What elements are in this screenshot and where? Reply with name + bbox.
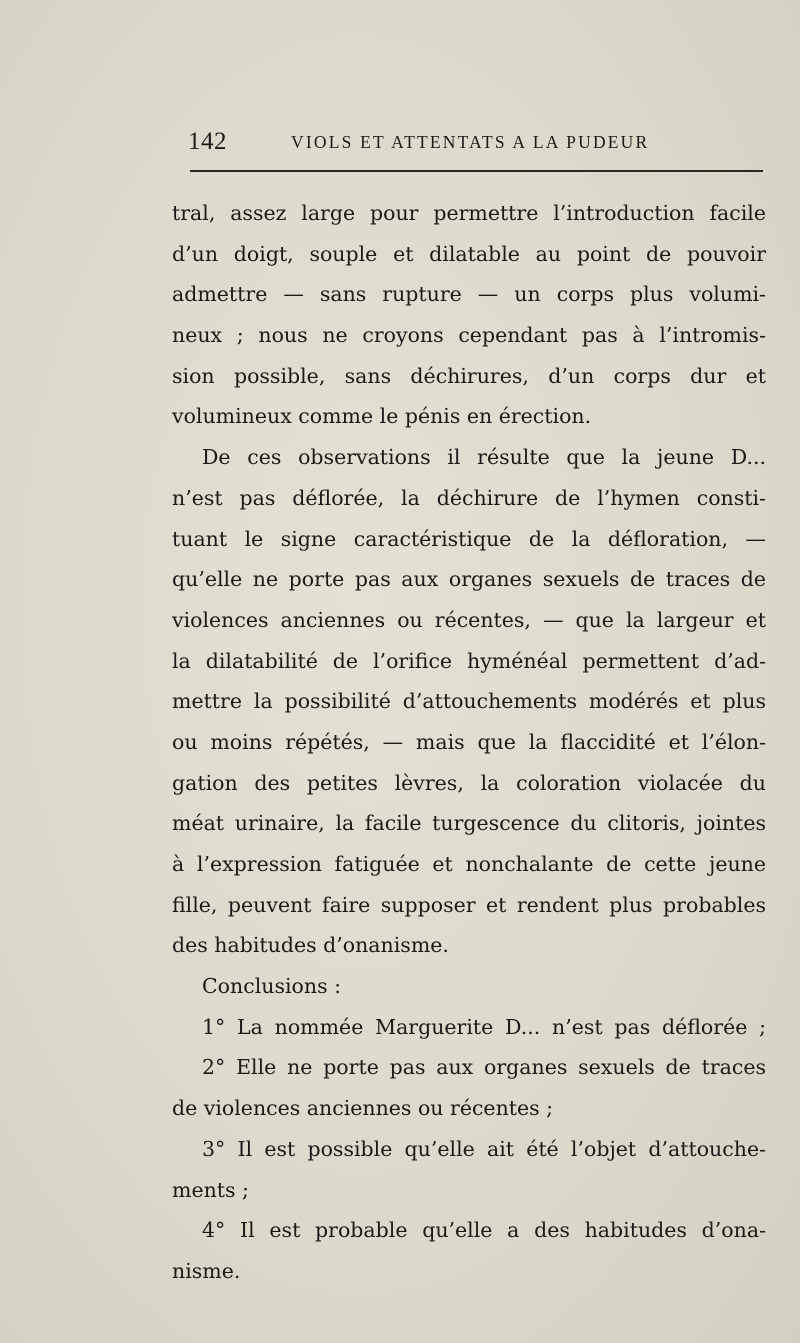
body-text xyxy=(172,193,766,1292)
text-line: 4° Il est probable qu’elle a des habitudes d’ona- xyxy=(202,1218,766,1243)
text-line: sion possible, sans déchirures, d’un corps dur et xyxy=(172,363,766,388)
text-line: à l’expression fatiguée et nonchalante de cette jeune xyxy=(172,852,766,876)
text-line: 3° Il est possible qu’elle ait été l’objet d’attouche- xyxy=(202,1136,766,1161)
text-line: mettre la possibilité d’attouchements modérés et plus xyxy=(172,689,766,714)
text-line: neux ; nous ne croyons cependant pas à l’intromis- xyxy=(172,323,766,348)
header-rule xyxy=(190,170,763,172)
text-line: 1° La nommée Marguerite D... n’est pas déflorée ; xyxy=(202,1014,766,1039)
text-line: ments ; xyxy=(172,1177,249,1202)
text-line: nisme. xyxy=(172,1258,241,1283)
text-line: n’est pas déflorée, la déchirure de l’hymen consti- xyxy=(172,485,766,510)
text-line: Conclusions : xyxy=(202,974,342,999)
text-line: tral, assez large pour permettre l’introduction facile xyxy=(172,201,766,225)
page-number: 142 xyxy=(188,128,227,155)
text-line: tuant le signe caractéristique de la défloration, — xyxy=(172,526,766,551)
text-line: fille, peuvent faire supposer et rendent plus probables xyxy=(172,892,766,917)
running-title: VIOLS ET ATTENTATS A LA PUDEUR xyxy=(291,132,650,152)
text-line: admettre — sans rupture — un corps plus volumi- xyxy=(172,282,766,307)
text-line: des habitudes d’onanisme. xyxy=(172,933,449,958)
text-line: la dilatabilité de l’orifice hyménéal permettent d’ad- xyxy=(172,648,766,673)
text-line: De ces observations il résulte que la jeune D... xyxy=(202,445,766,470)
text-line: violences anciennes ou récentes, — que la largeur et xyxy=(172,607,766,632)
text-line: 2° Elle ne porte pas aux organes sexuels de traces xyxy=(202,1055,766,1080)
page-header xyxy=(188,128,763,168)
text-line: gation des petites lèvres, la coloration violacée du xyxy=(172,770,766,795)
text-line: ou moins répétés, — mais que la flaccidité et l’élon- xyxy=(172,729,766,754)
text-line: volumineux comme le pénis en érection. xyxy=(172,404,592,429)
text-line: méat urinaire, la facile turgescence du clitoris, jointes xyxy=(172,811,766,836)
text-line: d’un doigt, souple et dilatable au point de pouvoir xyxy=(172,241,766,266)
text-line: de violences anciennes ou récentes ; xyxy=(172,1096,554,1121)
text-line: qu’elle ne porte pas aux organes sexuels de traces de xyxy=(172,567,766,592)
